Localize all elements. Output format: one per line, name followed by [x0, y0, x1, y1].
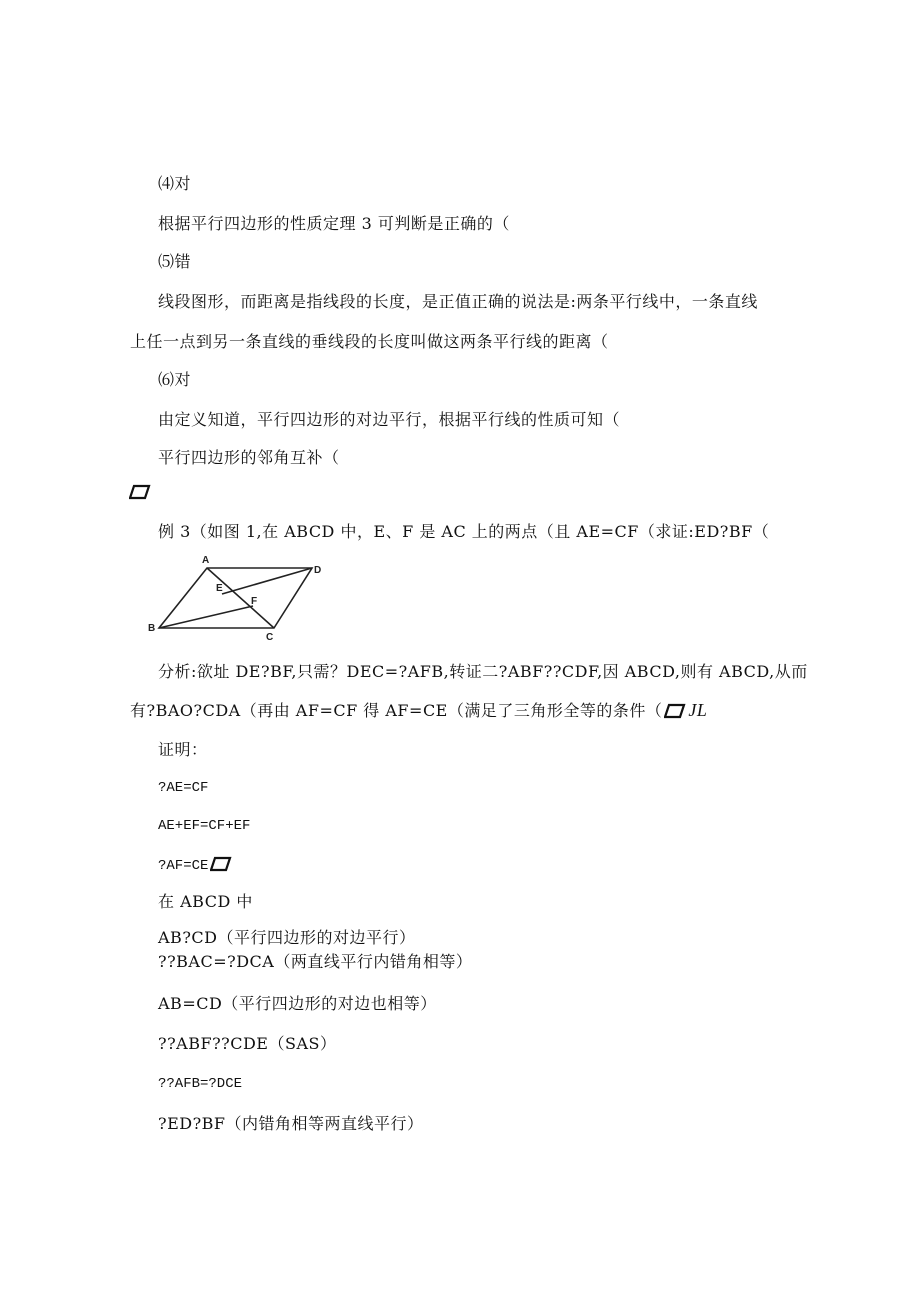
label-f: F [251, 596, 258, 607]
diagonal-ac [207, 568, 274, 628]
item-5: ⑸错 [158, 252, 192, 271]
proof-heading: 证明： [158, 740, 208, 759]
example-3-title: 例 3（如图 1,在 ABCD 中，E、F 是 AC 上的两点（且 AE=CF（求证:ED?BF（ [158, 522, 770, 541]
parallelogram-abcd [159, 568, 312, 628]
label-e: E [216, 583, 223, 594]
parallelogram-figure [140, 548, 336, 648]
parallelogram-icon [664, 703, 686, 719]
item-6: ⑹对 [158, 370, 192, 389]
item-4: ⑷对 [158, 174, 192, 193]
jl-mark: JL [688, 700, 708, 720]
item-6-text: 由定义知道，平行四边形的对边平行，根据平行线的性质可知（ [158, 410, 621, 429]
item-5-text: 线段图形，而距离是指线段的长度，是正值正确的说法是:两条平行线中，一条直线 [158, 292, 758, 311]
proof-step: AB=CD（平行四边形的对边也相等） [158, 994, 437, 1013]
proof-step [158, 854, 232, 876]
proof-step: 在 ABCD 中 [158, 892, 253, 911]
proof-step-text: ?AF=CE [158, 858, 209, 874]
proof-step: AE+EF=CF+EF [158, 818, 251, 834]
label-a: A [202, 555, 210, 566]
proof-step: ?AE=CF [158, 780, 209, 796]
analysis-text: 有?BAO?CDA（再由 AF=CF 得 AF=CE（满足了三角形全等的条件（ [130, 701, 663, 720]
label-c: C [266, 632, 274, 643]
label-d: D [314, 565, 322, 576]
parallelogram-icon [129, 484, 151, 500]
proof-step: ??ABF??CDE（SAS） [158, 1034, 337, 1053]
label-b: B [148, 623, 156, 634]
proof-step: AB?CD（平行四边形的对边平行） [158, 928, 416, 947]
item-6-conclusion: 平行四边形的邻角互补（ [158, 448, 340, 467]
proof-step: ??AFB=?DCE [158, 1076, 243, 1092]
item-4-text: 根据平行四边形的性质定理 3 可判断是正确的（ [158, 214, 510, 233]
analysis-line-1: 分析:欲址 DE?BF,只需？DEC=?AFB,转证二?ABF??CDF,因 ABCD,则有 ABCD,从而 [158, 662, 808, 681]
item-5-text-cont: 上任一点到另一条直线的垂线段的长度叫做这两条平行线的距离（ [130, 332, 609, 351]
parallelogram-icon [210, 856, 232, 872]
proof-conclusion: ?ED?BF（内错角相等两直线平行） [158, 1114, 424, 1133]
analysis-line-2 [130, 700, 707, 721]
proof-step: ??BAC=?DCA（两直线平行内错角相等） [158, 952, 473, 971]
